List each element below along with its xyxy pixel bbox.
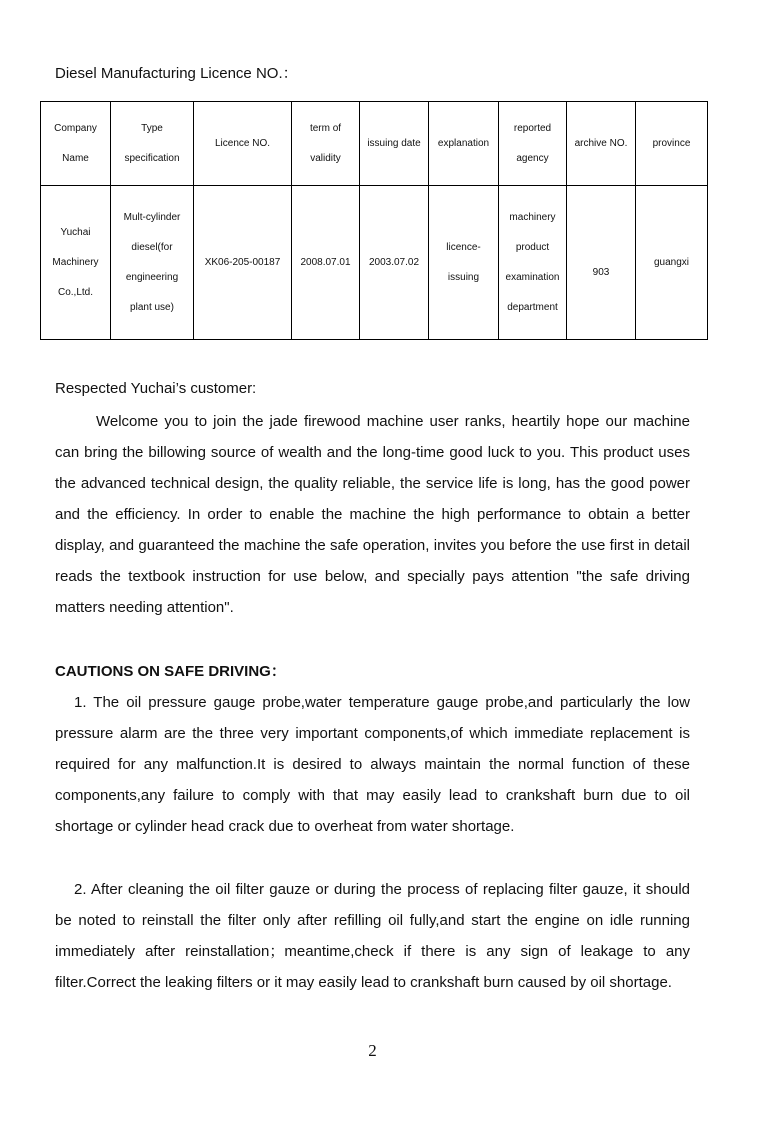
cell-province: guangxi xyxy=(636,186,708,340)
cell-archive-no: 903 xyxy=(567,186,636,340)
cell-term-of-validity: 2008.07.01 xyxy=(292,186,360,340)
cell-reported-agency: machinery product examination department xyxy=(499,186,567,340)
caution-item: 1. The oil pressure gauge probe,water temperature gauge probe,and particularly the low pressure alarm are the three very important components,of which immediate replacement is required for any malfunction.It is desired to always maintain the normal function of these components,any failure to comply with that may easily lead to crankshaft burn due to oil shortage or cylinder head crack due to overheat from water shortage. xyxy=(55,694,690,835)
table-row xyxy=(41,186,708,340)
cautions-heading: CAUTIONS ON SAFE DRIVING： xyxy=(55,663,286,680)
header-archive-no: archive NO. xyxy=(567,102,636,186)
header-province: province xyxy=(636,102,708,186)
intro-paragraph: Welcome you to join the jade firewood machine user ranks, heartily hope our machine can bring the billowing source of wealth and the long-time good luck to you. This product uses the advanced technical design, the quality reliable, the service life is long, has the good power and the efficiency. In order to enable the machine the high performance to obtain a better display, and guaranteed the machine the safe operation, invites you before the use first in detail reads the textbook instruction for use below, and specially pays attention "the safe driving matters needing attention". xyxy=(55,413,690,616)
header-licence-no: Licence NO. xyxy=(194,102,292,186)
header-explanation: explanation xyxy=(429,102,499,186)
caution-item: 2. After cleaning the oil filter gauze or during the process of replacing filter gauze, it should be noted to reinstall the filter only after refilling oil fully,and start the engine on idle running immediately after reinstallation；meantime,check if there is any sign of leakage to any filter.Correct the leaking filters or it may easily lead to crankshaft burn caused by oil shortage. xyxy=(55,881,690,991)
page-number: 2 xyxy=(368,1041,377,1060)
header-issuing-date: issuing date xyxy=(360,102,429,186)
licence-table xyxy=(40,101,708,340)
cell-licence-no: XK06-205-00187 xyxy=(194,186,292,340)
cell-issuing-date: 2003.07.02 xyxy=(360,186,429,340)
page-title: Diesel Manufacturing Licence NO.： xyxy=(55,65,298,82)
table-header-row xyxy=(41,102,708,186)
header-term-of-validity: term of validity xyxy=(292,102,360,186)
cell-type-specification: Mult-cylinder diesel(for engineering plant use) xyxy=(111,186,194,340)
header-company-name: Company Name xyxy=(41,102,111,186)
cell-explanation: licence- issuing xyxy=(429,186,499,340)
cell-company-name: Yuchai Machinery Co.,Ltd. xyxy=(41,186,111,340)
header-type-specification: Type specification xyxy=(111,102,194,186)
greeting: Respected Yuchai’s customer: xyxy=(55,380,257,397)
header-reported-agency: reported agency xyxy=(499,102,567,186)
